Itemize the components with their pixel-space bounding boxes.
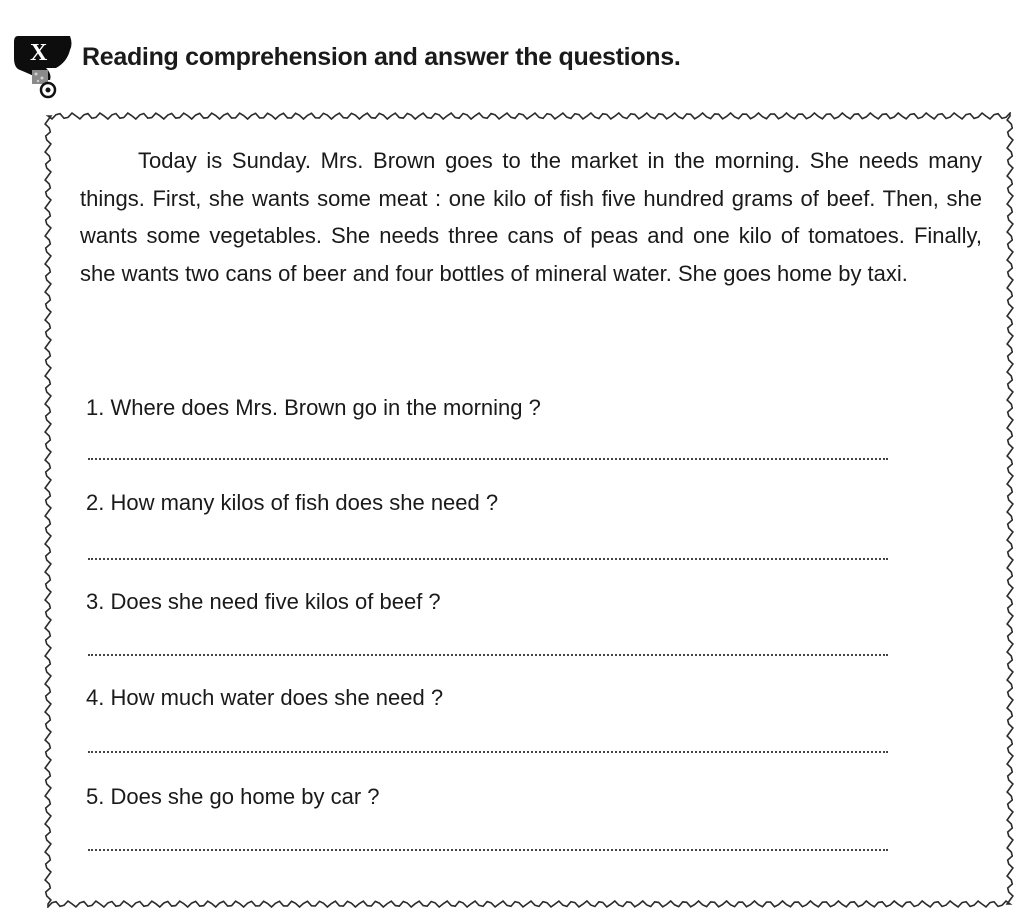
section-header (12, 34, 1012, 104)
reading-passage: Today is Sunday. Mrs. Brown goes to the market in the morning. She needs many things. First, she wants some meat : one kilo of fish five hundred grams of beef. Then, she wants some vegetables. She needs three cans of peas and one kilo of tomatoes. Finally, she wants two cans of beer and four bottles of mineral water. She goes home by taxi. (80, 148, 982, 286)
question-4: 4. How much water does she need ? (86, 685, 444, 710)
exercise-box (44, 112, 1014, 908)
answer-line-2[interactable] (88, 558, 888, 560)
section-badge-icon (12, 34, 74, 100)
question-2: 2. How many kilos of fish does she need ? (86, 490, 499, 515)
answer-line-5[interactable] (88, 849, 888, 851)
answer-line-4[interactable] (88, 751, 888, 753)
question-3: 3. Does she need five kilos of beef ? (86, 589, 441, 614)
answer-line-1[interactable] (88, 458, 888, 460)
answer-line-3[interactable] (88, 654, 888, 656)
question-1: 1. Where does Mrs. Brown go in the morning ? (86, 395, 541, 420)
section-number: X (30, 40, 48, 66)
question-5: 5. Does she go home by car ? (86, 784, 380, 809)
section-title: Reading comprehension and answer the questions. (82, 43, 681, 71)
